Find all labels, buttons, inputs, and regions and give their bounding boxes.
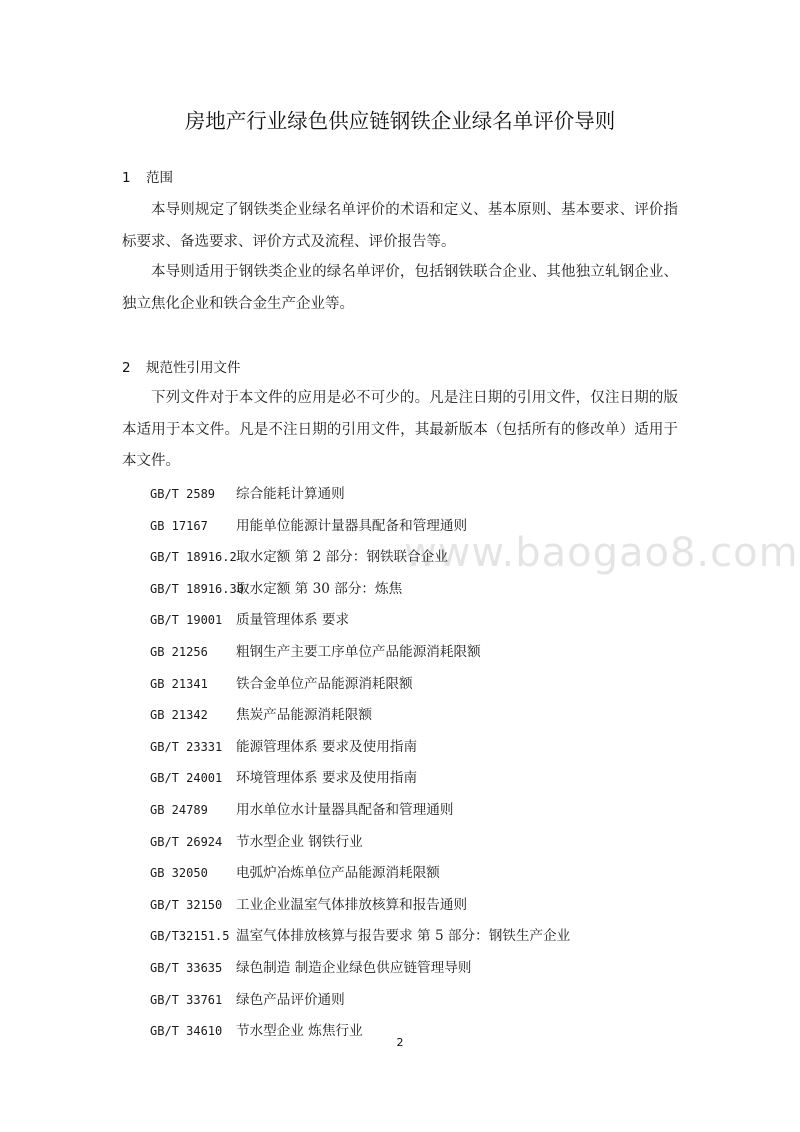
reference-title: 绿色制造 制造企业绿色供应链管理导则 <box>236 959 472 976</box>
reference-code: GB/T 26924 <box>150 834 223 849</box>
reference-title: 节水型企业 钢铁行业 <box>236 833 363 850</box>
reference-code: GB/T 18916.2 <box>150 550 237 565</box>
scope-paragraph-2: 本导则适用于钢铁类企业的绿名单评价，包括钢铁联合企业、其他独立轧钢企业、独立焦化企业和铁合金生产企业等。 <box>122 264 678 312</box>
watermark: www.baogao8.com <box>404 530 799 576</box>
section-title: 范围 <box>146 170 173 186</box>
reference-item <box>150 827 690 859</box>
reference-item <box>150 921 690 953</box>
reference-item <box>150 479 690 511</box>
reference-code: GB 32050 <box>150 866 208 881</box>
reference-title: 温室气体排放核算与报告要求 第 5 部分：钢铁生产企业 <box>236 928 571 945</box>
page-number: 2 <box>396 1036 404 1049</box>
section-number: 2 <box>122 360 131 376</box>
reference-title: 粗钢生产主要工序单位产品能源消耗限额 <box>236 643 481 660</box>
reference-item <box>150 795 690 827</box>
section-number: 1 <box>122 170 131 186</box>
reference-title: 节水型企业 炼焦行业 <box>236 1023 363 1040</box>
reference-item <box>150 574 690 606</box>
reference-title: 工业企业温室气体排放核算和报告通则 <box>236 896 468 913</box>
reference-title: 能源管理体系 要求及使用指南 <box>236 738 418 755</box>
reference-item <box>150 605 690 637</box>
reference-item <box>150 763 690 795</box>
reference-item <box>150 637 690 669</box>
reference-title: 环境管理体系 要求及使用指南 <box>236 770 418 787</box>
reference-title: 综合能耗计算通则 <box>236 486 345 502</box>
reference-code: GB 24789 <box>150 802 208 817</box>
reference-title: 铁合金单位产品能源消耗限额 <box>236 675 413 692</box>
reference-code: GB/T 24001 <box>150 771 223 786</box>
reference-code: GB/T 18916.30 <box>150 581 244 596</box>
reference-title: 用能单位能源计量器具配备和管理通则 <box>236 517 468 534</box>
reference-title: 质量管理体系 要求 <box>236 612 350 629</box>
references-intro-paragraph: 下列文件对于本文件的应用是必不可少的。凡是注日期的引用文件，仅注日期的版本适用于本文件。凡是不注日期的引用文件，其最新版本（包括所有的修改单）适用于本文件。 <box>122 390 678 469</box>
reference-code: GB/T 33761 <box>150 992 223 1007</box>
reference-item <box>150 890 690 922</box>
reference-title: 焦炭产品能源消耗限额 <box>236 707 372 724</box>
section-title: 规范性引用文件 <box>146 360 241 376</box>
scope-paragraph-1: 本导则规定了钢铁类企业绿名单评价的术语和定义、基本原则、基本要求、评价指标要求、备选要求、评价方式及流程、评价报告等。 <box>122 202 678 250</box>
reference-code: GB 21341 <box>150 676 208 691</box>
reference-item <box>150 985 690 1017</box>
reference-title: 绿色产品评价通则 <box>236 991 345 1008</box>
reference-title: 电弧炉冶炼单位产品能源消耗限额 <box>236 865 440 882</box>
reference-code: GB 21256 <box>150 644 208 659</box>
reference-code: GB 21342 <box>150 708 208 723</box>
page-title: 房地产行业绿色供应链钢铁企业绿名单评价导则 <box>184 109 616 133</box>
reference-code: GB/T 19001 <box>150 613 223 628</box>
reference-title: 取水定额 第 30 部分：炼焦 <box>236 580 403 597</box>
reference-code: GB 17167 <box>150 518 208 533</box>
section-heading-normative-references <box>122 356 241 376</box>
reference-item <box>150 953 690 985</box>
section-heading-scope <box>122 166 173 186</box>
reference-title: 取水定额 第 2 部分：钢铁联合企业 <box>236 549 448 566</box>
reference-item <box>150 858 690 890</box>
reference-code: GB/T 32150 <box>150 897 223 912</box>
reference-code: GB/T 2589 <box>150 487 216 501</box>
reference-item <box>150 669 690 701</box>
reference-code: GB/T 23331 <box>150 739 223 754</box>
reference-code: GB/T 33635 <box>150 960 223 975</box>
reference-code: GB/T32151.5 <box>150 929 230 944</box>
reference-code: GB/T 34610 <box>150 1024 223 1039</box>
reference-item <box>150 732 690 764</box>
reference-item <box>150 700 690 732</box>
reference-title: 用水单位水计量器具配备和管理通则 <box>236 801 454 818</box>
